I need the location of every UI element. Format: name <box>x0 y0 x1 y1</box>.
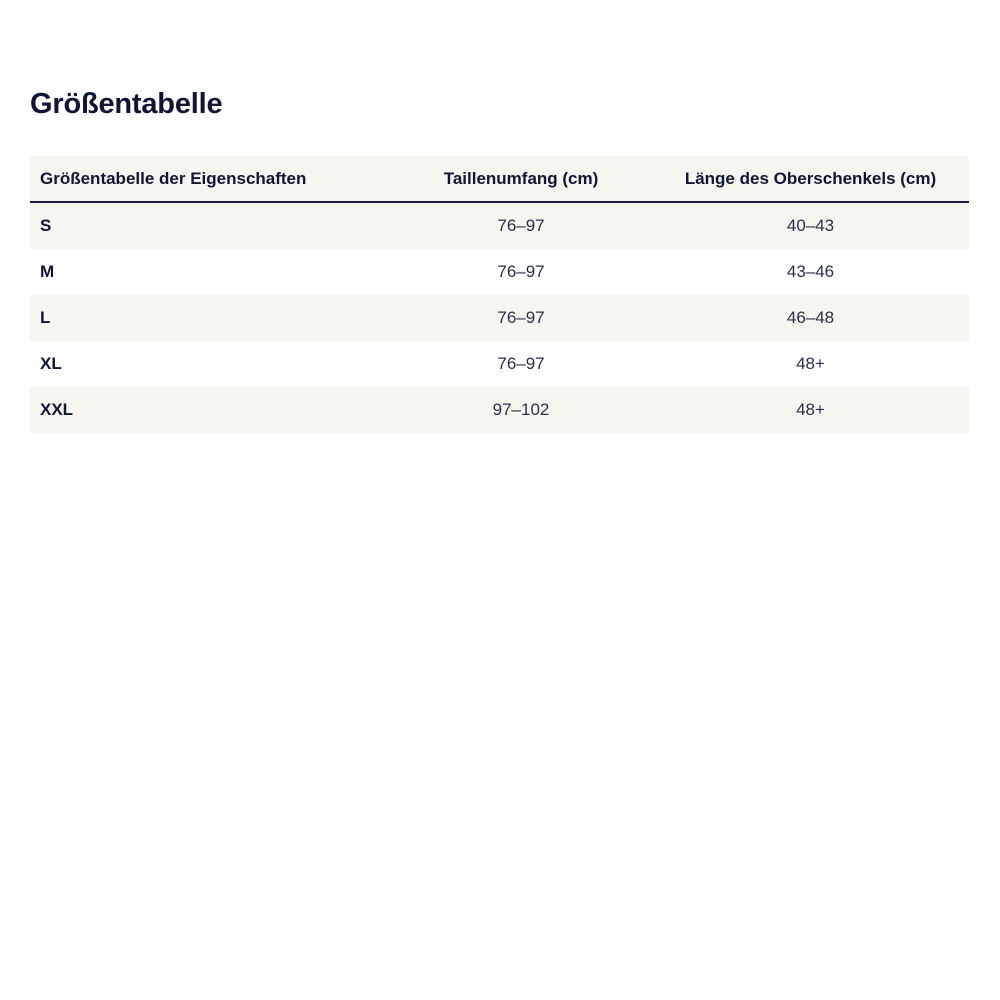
size-label: S <box>40 216 52 235</box>
thigh-value: 43–46 <box>786 262 835 281</box>
thigh-value: 40–43 <box>786 216 835 235</box>
waist-value: 76–97 <box>497 354 545 373</box>
table-row <box>30 202 969 249</box>
table-row <box>30 341 969 387</box>
thigh-value: 46–48 <box>786 308 835 327</box>
header-waist: Taillenumfang (cm) <box>390 156 652 202</box>
table-header-row <box>30 156 969 202</box>
size-label: XL <box>40 354 62 373</box>
table-row <box>30 387 969 433</box>
waist-value: 76–97 <box>497 262 545 281</box>
size-label: XXL <box>40 400 74 419</box>
size-label: L <box>40 308 51 327</box>
page-title: Größentabelle <box>30 88 223 120</box>
thigh-value: 48+ <box>796 354 825 373</box>
size-chart-table <box>30 156 969 433</box>
size-label: M <box>40 262 55 281</box>
waist-value: 76–97 <box>497 216 545 235</box>
header-properties: Größentabelle der Eigenschaften <box>30 156 390 202</box>
waist-value: 97–102 <box>492 400 550 419</box>
table-row <box>30 295 969 341</box>
waist-value: 76–97 <box>497 308 545 327</box>
table-row <box>30 249 969 295</box>
header-thigh-length: Länge des Oberschenkels (cm) <box>652 156 969 202</box>
thigh-value: 48+ <box>796 400 825 419</box>
